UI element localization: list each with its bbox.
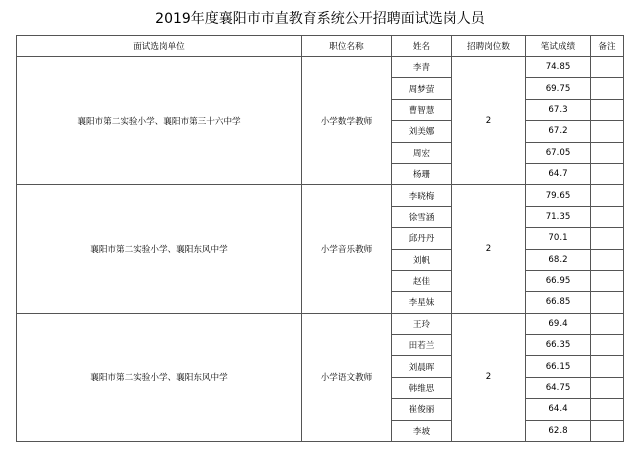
score-cell: 66.95 xyxy=(526,270,591,291)
candidate-table xyxy=(16,35,624,442)
score-cell: 79.65 xyxy=(526,185,591,206)
header-note: 备注 xyxy=(591,36,624,57)
score-cell: 70.1 xyxy=(526,228,591,249)
quota-cell: 2 xyxy=(452,185,526,313)
header-unit: 面试选岗单位 xyxy=(17,36,302,57)
score-cell: 67.05 xyxy=(526,142,591,163)
header-quota: 招聘岗位数 xyxy=(452,36,526,57)
table-body xyxy=(17,57,624,442)
note-cell xyxy=(591,57,624,78)
score-cell: 64.7 xyxy=(526,163,591,184)
note-cell xyxy=(591,163,624,184)
score-cell: 66.15 xyxy=(526,356,591,377)
header-name: 姓名 xyxy=(392,36,452,57)
quota-cell: 2 xyxy=(452,313,526,441)
note-cell xyxy=(591,206,624,227)
name-cell: 李晓梅 xyxy=(392,185,452,206)
note-cell xyxy=(591,185,624,206)
note-cell xyxy=(591,270,624,291)
table-row xyxy=(17,185,624,206)
name-cell: 刘美娜 xyxy=(392,121,452,142)
name-cell: 李星妹 xyxy=(392,292,452,313)
quota-cell: 2 xyxy=(452,57,526,185)
score-cell: 67.2 xyxy=(526,121,591,142)
note-cell xyxy=(591,249,624,270)
note-cell xyxy=(591,142,624,163)
note-cell xyxy=(591,335,624,356)
name-cell: 赵佳 xyxy=(392,270,452,291)
header-position: 职位名称 xyxy=(302,36,392,57)
unit-cell: 襄阳市第二实验小学、襄阳东风中学 xyxy=(17,185,302,313)
header-row xyxy=(17,36,624,57)
unit-cell: 襄阳市第二实验小学、襄阳市第三十六中学 xyxy=(17,57,302,185)
score-cell: 74.85 xyxy=(526,57,591,78)
note-cell xyxy=(591,121,624,142)
score-cell: 62.8 xyxy=(526,420,591,441)
note-cell xyxy=(591,377,624,398)
name-cell: 王玲 xyxy=(392,313,452,334)
name-cell: 韩维思 xyxy=(392,377,452,398)
score-cell: 64.4 xyxy=(526,399,591,420)
name-cell: 刘晨晖 xyxy=(392,356,452,377)
table-row xyxy=(17,313,624,334)
table-row xyxy=(17,57,624,78)
name-cell: 李青 xyxy=(392,57,452,78)
name-cell: 刘帆 xyxy=(392,249,452,270)
name-cell: 周梦萤 xyxy=(392,78,452,99)
name-cell: 曹智慧 xyxy=(392,99,452,120)
score-cell: 69.4 xyxy=(526,313,591,334)
note-cell xyxy=(591,292,624,313)
header-score: 笔试成绩 xyxy=(526,36,591,57)
note-cell xyxy=(591,420,624,441)
score-cell: 64.75 xyxy=(526,377,591,398)
note-cell xyxy=(591,78,624,99)
position-cell: 小学数学教师 xyxy=(302,57,392,185)
name-cell: 田若兰 xyxy=(392,335,452,356)
note-cell xyxy=(591,228,624,249)
score-cell: 71.35 xyxy=(526,206,591,227)
name-cell: 周宏 xyxy=(392,142,452,163)
score-cell: 69.75 xyxy=(526,78,591,99)
name-cell: 徐雪涵 xyxy=(392,206,452,227)
score-cell: 66.85 xyxy=(526,292,591,313)
score-cell: 66.35 xyxy=(526,335,591,356)
name-cell: 杨珊 xyxy=(392,163,452,184)
note-cell xyxy=(591,99,624,120)
note-cell xyxy=(591,313,624,334)
unit-cell: 襄阳市第二实验小学、襄阳东风中学 xyxy=(17,313,302,441)
score-cell: 68.2 xyxy=(526,249,591,270)
note-cell xyxy=(591,356,624,377)
page-title: 2019年度襄阳市市直教育系统公开招聘面试选岗人员 xyxy=(155,11,485,27)
position-cell: 小学音乐教师 xyxy=(302,185,392,313)
score-cell: 67.3 xyxy=(526,99,591,120)
name-cell: 邱丹丹 xyxy=(392,228,452,249)
note-cell xyxy=(591,399,624,420)
name-cell: 李坡 xyxy=(392,420,452,441)
position-cell: 小学语文教师 xyxy=(302,313,392,441)
name-cell: 崔俊丽 xyxy=(392,399,452,420)
